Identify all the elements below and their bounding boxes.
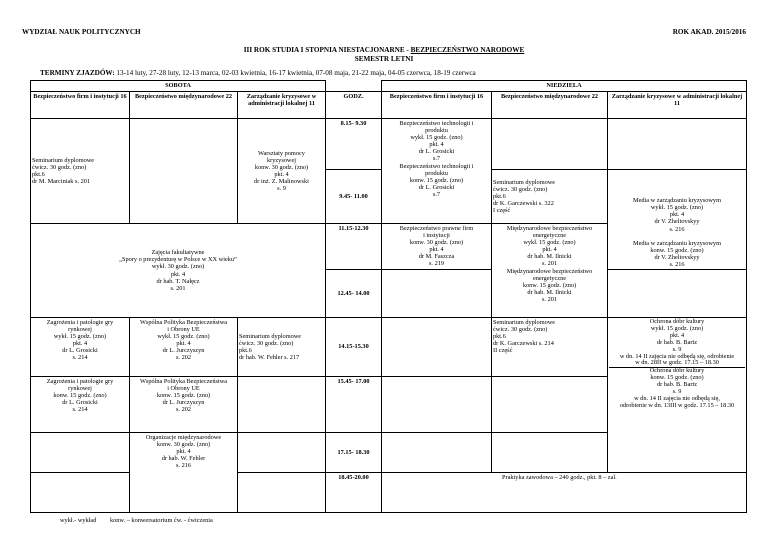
cell-sun-firm-empty-5	[382, 318, 492, 377]
text-line: w dn. 14 II zajęcia nie odbędą się, odrobienie	[619, 352, 735, 360]
text-line: dr V. Zheltovskyy	[654, 253, 700, 261]
text-line: s. 9	[672, 345, 682, 353]
text-line: dr L. Grosicki	[418, 148, 455, 156]
text-line: Ochrona dóbr kultury	[649, 367, 705, 375]
cell-sun-firm-empty-7	[382, 433, 492, 473]
text-line: i instytucji	[423, 232, 450, 240]
text-line: s. 216	[175, 462, 192, 470]
text-line: dr K. Garczewski s. 214	[493, 340, 554, 348]
hours-day-spacer	[326, 81, 382, 92]
text-line: pkt. 4	[176, 448, 191, 456]
course-field: BEZPIECZEŃSTWO NARODOWE	[410, 46, 525, 54]
text-line: s. 219	[428, 260, 445, 268]
text-line: dr hab. T. Nałęcz	[156, 277, 200, 285]
cell-sat-warsztaty	[238, 119, 326, 224]
text-line: I część	[493, 207, 511, 215]
text-line: dr hab. B. Bartz	[656, 338, 698, 346]
col-sat-firm: Bezpieczeństwo firm i instytucji 16	[31, 92, 130, 119]
col-sun-intl: Bezpieczeństwo międzynarodowe 22	[492, 92, 608, 119]
semester-label: SEMESTR LETNI	[354, 55, 414, 63]
text-line: s. 201	[541, 260, 558, 268]
text-line: wykł. 15 godz. (zno)	[650, 204, 704, 212]
cell-sat-org	[130, 433, 238, 513]
text-line: dr hab. M. Ilnicki	[527, 288, 572, 296]
cell-sun-energ	[492, 224, 608, 318]
text-line: Ochrona dóbr kultury	[649, 318, 705, 325]
text-line: konw. 30 godz. (zno)	[409, 239, 464, 247]
text-line: Zajęcia fakultatywne	[151, 249, 205, 257]
text-line: kryzysowej	[266, 156, 297, 164]
text-line: konw. 15 godz. (zno)	[522, 281, 577, 289]
text-line: Media w zarządzaniu kryzysowym	[633, 197, 721, 205]
text-line: s. 202	[175, 406, 192, 414]
text-line: Seminarium dyplomowe	[493, 178, 556, 186]
text-line: Seminarium dyplomowe	[32, 156, 95, 164]
text-line: ćwicz. 30 godz. (zno)	[32, 163, 87, 171]
text-line: s. 216	[669, 225, 685, 233]
text-line: pkt.6	[32, 171, 45, 178]
time-slot: 12.45- 14.00	[326, 270, 382, 318]
day-saturday: SOBOTA	[31, 81, 326, 92]
text-line: dr M. Marciniak s. 201	[32, 178, 91, 186]
text-line: dr K. Garczewski s. 322	[493, 200, 554, 208]
cell-sat-wpb-w	[130, 318, 238, 377]
cell-sat-zagrozenia-w	[31, 318, 130, 377]
cell-sat-seminar-11	[238, 318, 326, 377]
text-line: ćwicz. 30 godz. (zno)	[493, 326, 548, 334]
cell-sun-praktyka	[382, 473, 747, 513]
text-line: pkt.6	[493, 192, 506, 200]
text-line: dr hab. W. Fehler	[161, 455, 206, 463]
text-line: produktu	[425, 169, 448, 177]
cell-sat-firm-empty-8	[31, 473, 130, 513]
text-line: Międzynarodowe bezpieczeństwo	[506, 267, 593, 275]
text-line: ćwicz. 30 godz. (zno)	[239, 339, 294, 347]
time-slot: 9.45- 11.00	[326, 170, 382, 224]
cell-sun-kultura	[608, 318, 747, 473]
cell-sat-crisis-empty-8	[238, 473, 326, 513]
text-line: rynkowej	[68, 385, 92, 393]
text-line: dr hab. M. Ilnicki	[527, 253, 572, 261]
cell-sun-firm-empty-4	[382, 270, 492, 318]
cell-sun-media	[608, 170, 747, 270]
time-slot: 15.45- 17.00	[326, 377, 382, 433]
cell-sat-fakultet	[31, 224, 326, 318]
text-line: w dn. 28II w godz. 17.15 – 18.30	[609, 360, 745, 368]
time-slot: 18.45-20.00	[326, 473, 382, 513]
text-line: s. 201	[541, 295, 558, 303]
cell-sun-crisis-empty-1	[608, 119, 747, 170]
legend-wykl: wykł.- wykład	[60, 517, 97, 524]
time-slot: 11.15-12.30	[326, 224, 382, 270]
cell-sun-intl-empty-7	[492, 433, 608, 473]
text-line: konw. 15 godz. (zno)	[53, 392, 107, 400]
schedule-table	[30, 80, 747, 513]
text-line: Bezpieczeństwo technologii i	[399, 120, 474, 127]
time-slot: 8.15- 9.30	[326, 119, 382, 170]
text-line: wykł. 30 godz. (zno)	[151, 263, 205, 271]
text-line: pkt. 4	[170, 270, 186, 278]
text-line: produktu	[425, 127, 448, 135]
text-line: s. 214	[72, 406, 88, 414]
col-hours: GODZ.	[326, 92, 382, 119]
text-line: i Obrony UE	[167, 385, 200, 393]
text-line: „Spory o prezydenturę w Polsce w XX wieku”	[119, 256, 237, 264]
day-sunday: NIEDZIELA	[382, 81, 747, 92]
text-line: wykł. 15 godz. (zno)	[53, 333, 107, 341]
text-line: pkt. 4	[429, 246, 444, 254]
text-line: Wspólna Polityka Bezpieczeństwa	[139, 319, 228, 326]
text-line: konw. 15 godz. (zno)	[650, 246, 704, 254]
text-line: s. 216	[669, 260, 685, 268]
col-sat-intl: Bezpieczeństwo międzynarodowe 22	[130, 92, 238, 119]
text-line: konw. 15 godz. (zno)	[409, 176, 464, 184]
text-line: konw. 15 godz. (zno)	[156, 392, 211, 400]
cell-sun-firm-empty-6	[382, 377, 492, 433]
text-line: s. 214	[72, 354, 88, 362]
text-line: s. 202	[175, 354, 192, 362]
text-line: dr L. Grosicki	[62, 347, 98, 355]
cell-sat-zagrozenia-k	[31, 377, 130, 433]
text-line: s.7	[432, 155, 441, 163]
text-line: pkt. 4	[669, 211, 685, 219]
cell-sat-firm-empty-7	[31, 433, 130, 473]
meeting-dates-list: 13-14 luty, 27-28 luty, 12-13 marca, 02-03 kwietnia, 16-17 kwietnia, 07-08 maja, 21-22 maja, 04-05 czerwca, 18-19 czerwca	[116, 69, 476, 77]
cell-sun-seminar-22b	[492, 318, 608, 377]
text-line: wykł. 15 godz. (zno)	[410, 134, 463, 142]
text-line: wykł. 15 godz. (zno)	[523, 239, 576, 247]
text-line	[609, 233, 745, 240]
text-line: pkt. 4	[72, 340, 88, 348]
text-line: s. 201	[170, 284, 186, 292]
text-line: dr V. Zheltovskyy	[654, 218, 700, 226]
text-line: energetyczne	[532, 232, 567, 240]
academic-year: ROK AKAD. 2015/2016	[672, 28, 746, 36]
text-line: Bezpieczeństwo technologii i	[399, 162, 474, 170]
time-slot: 14.15-15.30	[326, 318, 382, 377]
faculty-name: WYDZIAŁ NAUK POLITYCZNYCH	[22, 28, 141, 36]
text-line: Bezpieczeństwo prawne firm	[399, 225, 474, 232]
text-line: konw. 30 godz. (zno)	[156, 441, 211, 449]
text-line: pkt. 4	[176, 340, 191, 348]
legend-konw: konw. – konwersatorium ćw. - ćwiczenia	[109, 517, 213, 524]
cell-sat-seminar	[31, 119, 130, 224]
cell-sun-tech	[382, 119, 492, 224]
text-line: pkt.6	[239, 347, 252, 354]
text-line: dr M. Faszcza	[418, 253, 455, 261]
text-line: wykł. 15 godz. (zno)	[157, 333, 210, 341]
text-line: w dn. 14 II zajęcia nie odbędą się,	[634, 394, 720, 402]
meeting-dates	[40, 69, 476, 77]
text-line: s.7	[432, 190, 441, 198]
text-line: rynkowej	[68, 326, 92, 334]
text-line: konw. 15 godz. (zno)	[650, 374, 704, 382]
text-line: dr L. Jurczyszyn	[162, 347, 205, 355]
text-line: dr L. Jurczyszyn	[162, 399, 205, 407]
course-title-prefix: III ROK STUDIA I STOPNIA NIESTACJONARNE -	[243, 46, 411, 54]
cell-sun-prawne	[382, 224, 492, 270]
text-line: Seminarium dyplomowe	[493, 319, 556, 326]
text-line: Seminarium dyplomowe	[239, 332, 302, 340]
text-line: dr inż. Z. Malinowski	[254, 178, 309, 186]
text-line: wykł. 15 godz. (zno)	[650, 324, 704, 332]
cell-sat-wpb-k	[130, 377, 238, 433]
text-line: ćwicz. 30 godz. (zno)	[493, 185, 548, 193]
text-line: pkt.6	[493, 333, 506, 341]
col-sat-crisis: Zarządzanie kryzysowe w administracji lokalnej 11	[238, 92, 326, 119]
course-title	[0, 46, 768, 54]
text-line: Wspólna Polityka Bezpieczeństwa	[139, 378, 228, 385]
text-line: s. 9	[672, 388, 682, 396]
cell-sun-intl-empty-6	[492, 377, 608, 433]
cell-sat-crisis-empty-7	[238, 433, 326, 473]
col-sun-crisis: Zarządzanie kryzysowe w administracji lokalnej 11	[608, 92, 747, 119]
text-line: dr L. Grosicki	[418, 183, 455, 191]
cell-sat-intl-empty-1	[130, 119, 238, 224]
col-sun-firm: Bezpieczeństwo firm i instytucji 16	[382, 92, 492, 119]
text-line: pkt. 4	[669, 331, 685, 339]
text-line: Organizacje międzynarodowe	[145, 434, 222, 441]
text-line: dr hab. B. Bartz	[656, 381, 698, 389]
cell-sat-crisis-empty-6	[238, 377, 326, 433]
text-line: Międzynarodowe bezpieczeństwo	[506, 225, 593, 232]
text-line: dr L. Grosicki	[62, 399, 98, 407]
cell-sun-crisis-empty-4	[608, 270, 747, 318]
cell-sun-seminar-22a	[492, 170, 608, 224]
text-line: Zagrożenia i patologie gry	[46, 319, 114, 326]
time-slot: 17.15- 18.30	[326, 433, 382, 473]
meeting-dates-label: TERMINY ZJAZDÓW:	[40, 69, 115, 77]
text-line: konw. 30 godz. (zno)	[254, 163, 309, 171]
text-line: II część	[493, 347, 513, 355]
text-line: pkt. 4	[542, 246, 557, 254]
text-line: Warsztaty pomocy	[258, 149, 305, 157]
text-line: Zagrożenia i patologie gry	[46, 378, 114, 385]
text-line: dr hab. W. Fehler s. 217	[239, 354, 300, 362]
text-line: odrobienie w dn. 13III w godz. 17.15 – 18.30	[619, 401, 735, 409]
text-line: pkt. 4	[274, 171, 289, 178]
text-line: pkt. 4	[429, 141, 444, 149]
text-line: s. 9	[277, 185, 286, 193]
text-line: Media w zarządzaniu kryzysowym	[633, 239, 721, 247]
cell-sun-intl-empty-1	[492, 119, 608, 170]
text-line: i Obrony UE	[167, 326, 200, 334]
text-line: energetyczne	[532, 274, 567, 282]
praktyka-text: Praktyka zawodowa – 240 godz., pkt. 8 – zal.	[502, 474, 617, 481]
legend	[60, 517, 213, 524]
